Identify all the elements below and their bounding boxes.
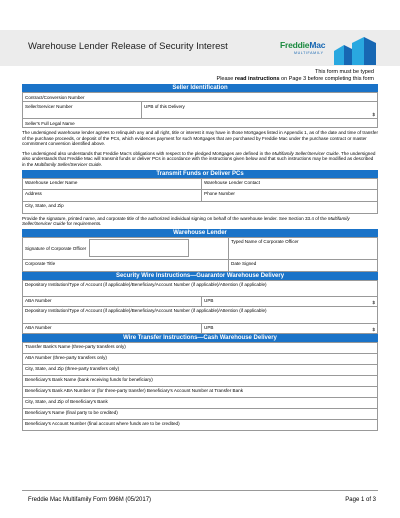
beneficiary-bank-name-field[interactable] — [23, 376, 377, 386]
wire-label-4: Beneficiary's Bank ABA Number or (for three-party transfer) Beneficiary's Account Number at Transfer Bank — [25, 388, 244, 394]
aba-label-2: ABA Number — [25, 325, 52, 331]
wire-row-4 — [22, 387, 378, 398]
corporate-title-label: Corporate Title — [25, 261, 56, 267]
must-be-typed-note: This form must be typed — [315, 69, 374, 75]
p2-c: . The undersigned also understands that Freddie Mac will transmit funds or deliver PCs in accordance with the instructions given below and that such instructions may be modified as described in the — [22, 150, 376, 167]
upb-dollar-1: $ — [372, 299, 375, 305]
lender-name-row — [22, 178, 378, 190]
read-instructions-note — [217, 76, 374, 82]
read-suffix: on Page 3 before completing this form — [279, 76, 374, 82]
wire-transfer-heading: Wire Transfer Instructions—Cash Warehouse Delivery — [22, 334, 378, 342]
transmit-funds-heading: Transmit Funds or Deliver PCs — [22, 170, 378, 178]
signature-cell — [23, 238, 228, 259]
seller-identification-heading: Seller Identification — [22, 84, 378, 92]
address-row — [22, 190, 378, 202]
contract-number-field[interactable] — [23, 93, 377, 101]
depository-field-1[interactable] — [23, 281, 377, 296]
upb-delivery-field[interactable] — [141, 102, 377, 118]
wire-row-3 — [22, 376, 378, 387]
depository-label-1: Depository Institution/Type of Account (if applicable)/Beneficiary/Account Number (if applicable)/Attention (if applicable) — [25, 282, 267, 288]
signature-row — [22, 237, 378, 260]
aba-row-2 — [22, 324, 378, 334]
p2-guide-ref: Multifamily Seller/Servicer Guide — [272, 150, 339, 156]
city-state-zip-label: City, State, and Zip — [25, 203, 64, 209]
p2-e: . — [100, 161, 103, 167]
wire-label-2: City, State, and Zip (three-party transfers only) — [25, 366, 120, 372]
upb-field-2[interactable] — [201, 324, 377, 333]
seller-legal-name-field[interactable] — [23, 119, 377, 127]
signature-label: Signature of Corporate Officer — [25, 245, 87, 251]
aba-field-1[interactable] — [23, 297, 201, 306]
aba-field-2[interactable] — [23, 324, 201, 333]
upb-delivery-label: UPB of this Delivery — [144, 103, 185, 109]
wire-label-7: Beneficiary's Account Number (final account where funds are to be credited) — [25, 421, 180, 427]
upb-label-2: UPB — [204, 325, 214, 331]
read-prefix: Please — [216, 76, 235, 82]
release-agreement-paragraph: The undersigned warehouse lender agrees to relinquish any and all right, title or interest it may have in those Mortgages listed in Appendix 1, as of the date and time of transfer of the purchase proceeds, or deposit of the PCs, which evidences payment for such Mortgages that are purchased by Freddie Mac under the purchase contract or master commitment conversion identified above. — [22, 130, 378, 147]
date-signed-label: Date Signed — [231, 261, 257, 267]
p2-a: The undersigned also understands that Freddie Mac's obligations with respect to the pledged Mortgages are defined in the — [22, 150, 273, 156]
city-state-zip-field[interactable] — [23, 202, 377, 213]
transfer-bank-name-field[interactable] — [23, 343, 377, 353]
typed-name-field[interactable] — [228, 238, 377, 259]
wire-row-0 — [22, 343, 378, 354]
wire-row-1 — [22, 354, 378, 365]
wire-label-1: ABA Number (three-party transfers only) — [25, 355, 107, 361]
beneficiary-bank-city-field[interactable] — [23, 398, 377, 408]
logo-subtitle: MULTIFAMILY — [294, 51, 324, 55]
seller-servicer-number-label: Seller/Servicer Number — [25, 103, 73, 109]
p3-c: for requirements. — [65, 221, 102, 227]
buildings-icon — [332, 37, 378, 65]
page-number: Page 1 of 3 — [345, 497, 376, 503]
depository-row-2 — [22, 307, 378, 324]
wire-row-2 — [22, 365, 378, 376]
lender-contact-label: Warehouse Lender Contact — [204, 180, 261, 186]
obligations-paragraph — [22, 149, 378, 170]
depository-label-2: Depository Institution/Type of Account (if applicable)/Beneficiary/Account Number (if applicable)/Attention (if applicable) — [25, 308, 267, 314]
city-row — [22, 202, 378, 214]
lender-name-label: Warehouse Lender Name — [25, 180, 78, 186]
upb-label-1: UPB — [204, 298, 214, 304]
upb-dollar-sign: $ — [372, 112, 375, 117]
title-row — [22, 260, 378, 272]
corporate-title-field[interactable] — [23, 260, 228, 271]
beneficiary-account-field[interactable] — [23, 420, 377, 430]
footer-divider — [22, 490, 378, 491]
aba-row-1 — [22, 297, 378, 307]
warehouse-lender-heading: Warehouse Lender — [22, 229, 378, 237]
wire-row-7 — [22, 420, 378, 431]
page-title: Warehouse Lender Release of Security Interest — [28, 41, 228, 52]
address-label: Address — [25, 191, 42, 197]
lender-name-field[interactable] — [23, 179, 201, 189]
logo-brand-b: Mac — [309, 40, 326, 50]
read-bold: read instructions — [234, 76, 280, 82]
contract-number-label: Contract/Conversion Number — [25, 94, 85, 100]
logo-brand-a: Freddie — [280, 40, 310, 50]
wire-label-0: Transfer Bank's Name (three-party transfers only) — [25, 344, 126, 350]
legal-name-row — [22, 119, 378, 128]
address-field[interactable] — [23, 190, 201, 201]
release-form — [22, 84, 378, 431]
beneficiary-bank-aba-field[interactable] — [23, 387, 377, 397]
seller-legal-name-label: Seller's Full Legal Name — [25, 120, 75, 126]
upb-dollar-2: $ — [372, 326, 375, 332]
phone-field[interactable] — [201, 190, 377, 201]
security-wire-heading: Security Wire Instructions—Guarantor Warehouse Delivery — [22, 272, 378, 280]
form-identifier: Freddie Mac Multifamily Form 996M (05/2017) — [28, 497, 152, 503]
seller-servicer-number-field[interactable] — [23, 102, 141, 118]
beneficiary-name-field[interactable] — [23, 409, 377, 419]
depository-field-2[interactable] — [23, 307, 377, 323]
phone-label: Phone Number — [204, 191, 235, 197]
date-signed-field[interactable] — [228, 260, 377, 271]
signature-instructions-paragraph — [22, 214, 378, 229]
wire-label-3: Beneficiary's Bank Name (bank receiving funds for beneficiary) — [25, 377, 153, 383]
seller-number-row — [22, 102, 378, 119]
p3-a: Provide the signature, printed name, and corporate title of the authorized individual signing on behalf of the warehouse lender. See Section 33.4 of the — [22, 215, 328, 221]
upb-field-1[interactable] — [201, 297, 377, 306]
signature-box[interactable] — [89, 239, 189, 257]
contract-number-row — [22, 92, 378, 102]
freddie-mac-logo — [280, 37, 380, 65]
wire-label-6: Beneficiary's Name (final party to be credited) — [25, 410, 118, 416]
aba-label-1: ABA Number — [25, 298, 52, 304]
wire-row-6 — [22, 409, 378, 420]
p3-guide-ref: Multifamily Seller/Servicer Guide — [22, 215, 350, 227]
p2-guide-ref-2: Multifamily Seller/Servicer Guide — [34, 161, 101, 167]
lender-contact-field[interactable] — [201, 179, 377, 189]
transfer-aba-field[interactable] — [23, 354, 377, 364]
depository-row-1 — [22, 280, 378, 297]
typed-name-label: Typed Name of Corporate Officer — [231, 239, 299, 245]
wire-label-5: City, State, and Zip of Beneficiary's Bank — [25, 399, 108, 405]
wire-row-5 — [22, 398, 378, 409]
transfer-city-field[interactable] — [23, 365, 377, 375]
